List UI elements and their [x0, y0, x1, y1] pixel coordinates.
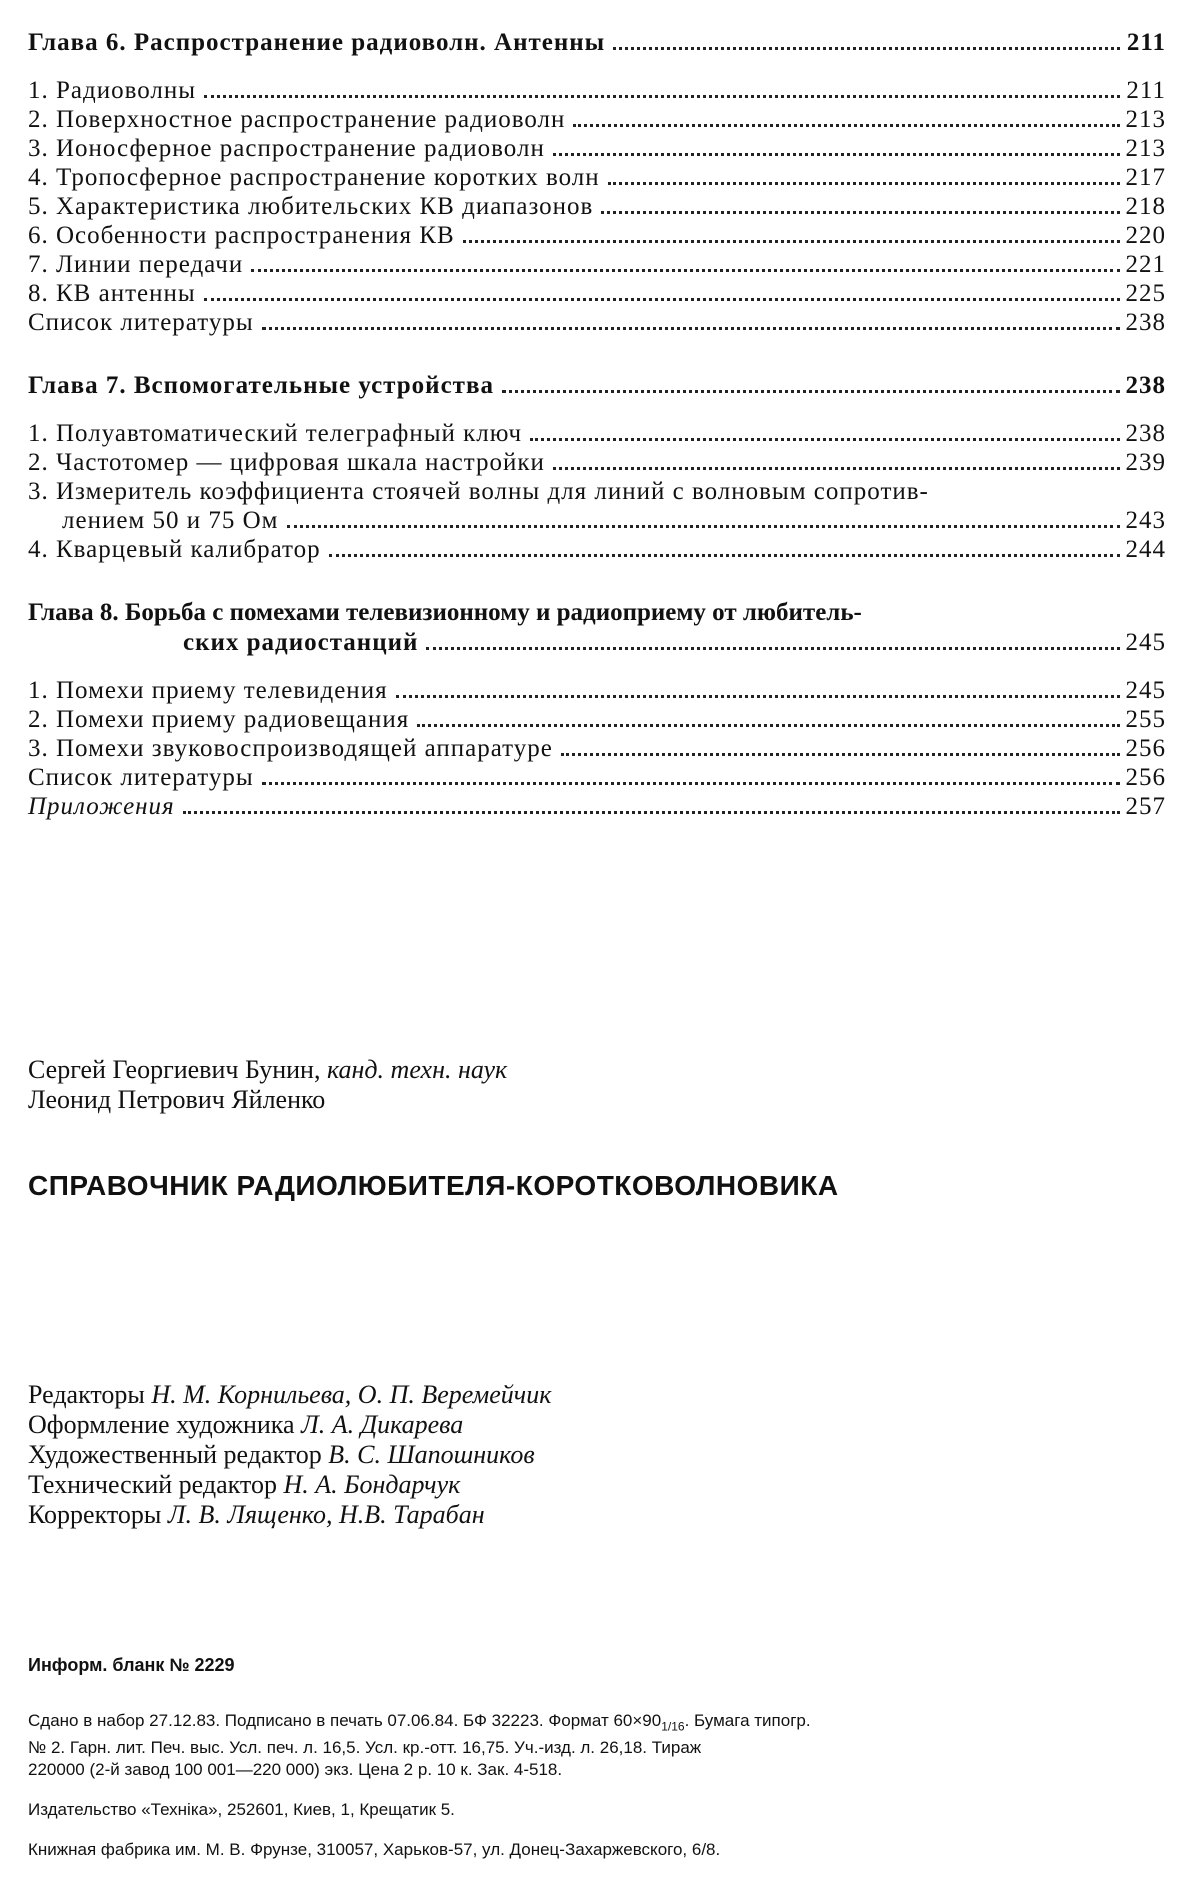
page-number: 220 — [1125, 222, 1166, 249]
dot-leader — [287, 525, 1120, 528]
item-title: 2. Поверхностное распространение радиоволн — [28, 106, 566, 133]
toc-item — [28, 134, 1166, 163]
item-title: Приложения — [28, 793, 175, 820]
chapter-heading — [28, 598, 1166, 658]
book-title: СПРАВОЧНИК РАДИОЛЮБИТЕЛЯ-КОРОТКОВОЛНОВИКА — [28, 1170, 839, 1201]
toc-item — [28, 676, 1166, 705]
chapter-title-row — [28, 628, 1166, 658]
toc-item — [28, 419, 1166, 448]
print-details-line1 — [28, 1710, 1168, 1737]
credit-names: Л. В. Лященко, Н.В. Тарабан — [167, 1500, 485, 1529]
dot-leader — [262, 327, 1120, 330]
item-title: 1. Радиоволны — [28, 77, 197, 104]
item-title: Список литературы — [28, 764, 254, 791]
toc-item — [28, 221, 1166, 250]
credit-line — [28, 1470, 551, 1500]
dot-leader — [553, 153, 1120, 156]
credit-role: Корректоры — [28, 1500, 162, 1529]
dot-leader — [329, 554, 1120, 557]
item-title: 1. Помехи приему телевидения — [28, 677, 388, 704]
page-number: 257 — [1125, 793, 1166, 820]
printer-line: Книжная фабрика им. М. В. Фрунзе, 310057, Харьков-57, ул. Донец-Захаржевского, 6/8. — [28, 1840, 721, 1860]
credit-names: Н. М. Корнильева, О. П. Веремейчик — [151, 1380, 552, 1409]
item-title: 7. Линии передачи — [28, 251, 244, 278]
dot-leader — [561, 753, 1120, 756]
table-of-contents — [28, 28, 1166, 821]
toc-item — [28, 763, 1166, 792]
dot-leader — [426, 647, 1119, 650]
dot-leader — [396, 695, 1120, 698]
format-fraction: 1/16 — [661, 1719, 685, 1734]
item-title: 4. Тропосферное распространение коротких волн — [28, 164, 600, 191]
toc-item — [28, 250, 1166, 279]
page-number: 238 — [1125, 309, 1166, 336]
toc-item — [28, 792, 1166, 821]
credit-role: Редакторы — [28, 1380, 145, 1409]
dot-leader — [573, 124, 1119, 127]
toc-item — [28, 76, 1166, 105]
author-line — [28, 1055, 507, 1085]
page-number: 256 — [1125, 764, 1166, 791]
credit-line — [28, 1500, 551, 1530]
dot-leader — [183, 811, 1120, 814]
dot-leader — [613, 47, 1120, 50]
credit-names: Н. А. Бондарчук — [283, 1470, 461, 1499]
inform-blank: Информ. бланк № 2229 — [28, 1655, 235, 1675]
dot-leader — [262, 782, 1120, 785]
author-name: Леонид Петрович Яйленко — [28, 1085, 326, 1114]
dot-leader — [251, 269, 1119, 272]
toc-item — [28, 506, 1166, 535]
toc-item — [28, 734, 1166, 763]
item-title: 1. Полуавтоматический телеграфный ключ — [28, 420, 523, 447]
page-number: 218 — [1125, 193, 1166, 220]
page-number: 225 — [1125, 280, 1166, 307]
item-title: 2. Частотомер — цифровая шкала настройки — [28, 449, 545, 476]
toc-item — [28, 192, 1166, 221]
credit-role: Оформление художника — [28, 1410, 295, 1439]
page-number: 244 — [1125, 536, 1166, 563]
toc-item — [28, 705, 1166, 734]
toc-item — [28, 105, 1166, 134]
item-title: 8. КВ антенны — [28, 280, 196, 307]
credit-names: Л. А. Дикарева — [301, 1410, 464, 1439]
page-number: 211 — [1126, 77, 1166, 104]
page-number: 245 — [1125, 677, 1166, 704]
page-number: 243 — [1125, 507, 1166, 534]
page-number: 213 — [1125, 135, 1166, 162]
credit-role: Технический редактор — [28, 1470, 277, 1499]
credit-line — [28, 1440, 551, 1470]
dot-leader — [204, 95, 1120, 98]
toc-item — [28, 448, 1166, 477]
print-details-line2: № 2. Гарн. лит. Печ. выс. Усл. печ. л. 16,5. Усл. кр.-отт. 16,75. Уч.-изд. л. 26,18. Тираж — [28, 1738, 702, 1758]
page-number: 245 — [1125, 629, 1166, 656]
chapter-title-line2: ских радиостанций — [183, 629, 419, 656]
item-title: 2. Помехи приему радиовещания — [28, 706, 410, 733]
imprint-block — [28, 1654, 1168, 1879]
item-title: 6. Особенности распространения КВ — [28, 222, 455, 249]
item-title-line1: 3. Измеритель коэффициента стоячей волны для линий с волновым сопротив- — [28, 478, 929, 505]
print-details-line3: 220000 (2-й завод 100 001—220 000) экз. Цена 2 р. 10 к. Зак. 4-518. — [28, 1760, 563, 1780]
page-number: 213 — [1125, 106, 1166, 133]
author-name: Сергей Георгиевич Бунин, — [28, 1055, 321, 1084]
credits-block — [28, 1380, 551, 1530]
toc-chapter-7 — [28, 371, 1166, 564]
credit-line — [28, 1410, 551, 1440]
dot-leader — [417, 724, 1119, 727]
page-number: 221 — [1125, 251, 1166, 278]
item-title: 3. Ионосферное распространение радиоволн — [28, 135, 545, 162]
item-title-line2: лением 50 и 75 Ом — [62, 507, 279, 534]
chapter-title: Глава 7. Вспомогательные устройства — [28, 372, 494, 399]
chapter-heading — [28, 28, 1166, 58]
credit-role: Художественный редактор — [28, 1440, 322, 1469]
dot-leader — [553, 467, 1120, 470]
item-title: 3. Помехи звуковоспроизводящей аппаратуре — [28, 735, 553, 762]
dot-leader — [463, 240, 1120, 243]
page-number: 217 — [1125, 164, 1166, 191]
author-degree: канд. техн. наук — [326, 1055, 508, 1084]
toc-chapter-6 — [28, 28, 1166, 337]
page-number: 255 — [1125, 706, 1166, 733]
chapter-title-line1: Глава 8. Борьба с помехами телевизионному и радиоприему от любитель- — [28, 599, 862, 626]
item-title: Список литературы — [28, 309, 254, 336]
toc-item — [28, 535, 1166, 564]
toc-item — [28, 308, 1166, 337]
dot-leader — [530, 438, 1119, 441]
page-number: 211 — [1126, 29, 1166, 56]
dot-leader — [502, 390, 1120, 393]
toc-item — [28, 279, 1166, 308]
page-number: 238 — [1125, 372, 1166, 399]
publisher-line: Издательство «Техніка», 252601, Киев, 1, Крещатик 5. — [28, 1800, 455, 1820]
page-number: 238 — [1125, 420, 1166, 447]
print-details-text: . Бумага типогр. — [684, 1711, 811, 1730]
chapter-title: Глава 6. Распространение радиоволн. Антенны — [28, 29, 606, 56]
credit-names: В. С. Шапошников — [328, 1440, 535, 1469]
item-title: 4. Кварцевый калибратор — [28, 536, 321, 563]
dot-leader — [601, 211, 1119, 214]
page — [28, 28, 1168, 855]
credit-line — [28, 1380, 551, 1410]
dot-leader — [204, 298, 1120, 301]
print-details — [28, 1710, 1168, 1781]
print-details-text: Сдано в набор 27.12.83. Подписано в печать 07.06.84. БФ 32223. Формат 60×90 — [28, 1711, 662, 1730]
authors-block — [28, 1055, 507, 1115]
toc-item — [28, 163, 1166, 192]
item-title: 5. Характеристика любительских КВ диапазонов — [28, 193, 594, 220]
chapter-heading — [28, 371, 1166, 401]
toc-chapter-8 — [28, 598, 1166, 821]
page-number: 239 — [1125, 449, 1166, 476]
dot-leader — [608, 182, 1120, 185]
page-number: 256 — [1125, 735, 1166, 762]
